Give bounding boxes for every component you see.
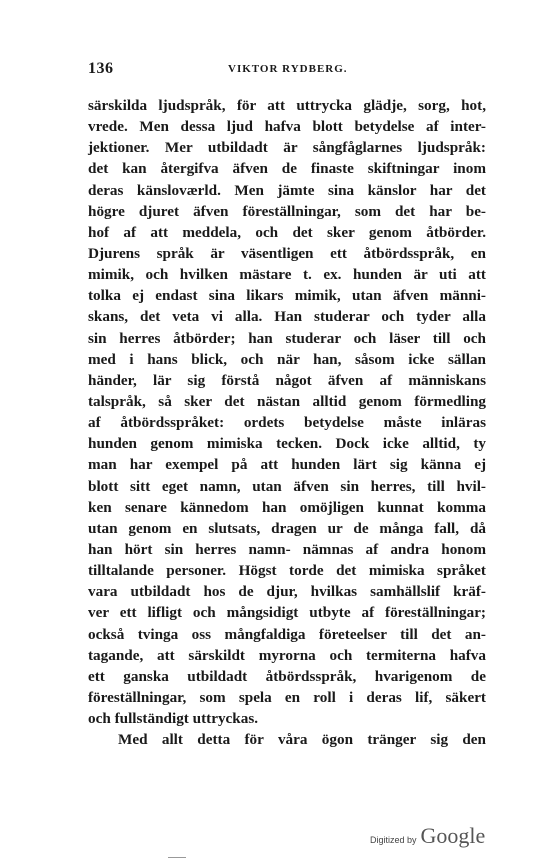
running-head: VIKTOR RYDBERG. xyxy=(228,63,348,75)
text-line: högre djuret äfven föreställningar, som det har be- xyxy=(88,202,486,220)
text-line: utan genom en slutsats, dragen ur de många fall, då xyxy=(88,519,486,537)
text-line: tolka ej endast sina likars mimik, utan äfven männi- xyxy=(88,287,486,305)
text-line: skans, det veta vi alla. Han studerar och tyder alla xyxy=(88,308,486,326)
text-line: vara utbildadt hos de djur, hvilkas samhällslif kräf- xyxy=(88,583,486,601)
text-line: särskilda ljudspråk, för att uttrycka glädje, sorg, hot, xyxy=(88,97,486,114)
text-line: Djurens språk är väsentligen ett åtbördsspråk, en xyxy=(88,244,486,262)
text-line: händer, lär sig förstå något äfven af människans xyxy=(88,371,486,389)
body-text xyxy=(88,95,486,750)
google-logo: Google xyxy=(420,823,486,848)
text-line: också tvinga oss mångfaldiga företeelser till det an- xyxy=(88,625,486,643)
text-line: talspråk, så sker det nästan alltid genom förmedling xyxy=(88,392,486,410)
text-line: af åtbördsspråket: ordets betydelse måste inläras xyxy=(88,414,486,432)
text-line: tilltalande personer. Högst torde det mimiska språket xyxy=(88,562,486,580)
text-line: tagande, att särskildt myrorna och termiterna hafva xyxy=(88,646,486,664)
text-line: han hört sin herres namn- nämnas af andra honom xyxy=(88,540,486,558)
scan-artifact xyxy=(168,857,186,858)
page-header xyxy=(88,60,486,82)
digitized-watermark xyxy=(370,823,485,849)
text-line: vrede. Men dessa ljud hafva blott betydelse af inter- xyxy=(88,118,486,136)
text-line: ken senare kännedom han omöjligen kunnat komma xyxy=(88,498,486,516)
paragraph-start-line: Med allt detta för våra ögon tränger sig den xyxy=(118,731,486,749)
digitized-by-label: Digitized by xyxy=(370,835,417,845)
text-line: mimik, och hvilken mästare t. ex. hunden är uti att xyxy=(88,266,486,284)
text-line: med i hans blick, och när han, såsom icke sällan xyxy=(88,350,486,368)
text-line: det kan återgifva äfven de finaste skiftningar inom xyxy=(88,160,486,178)
text-line: ver ett lifligt och mångsidigt utbyte af föreställningar; xyxy=(88,604,486,622)
text-line: föreställningar, som spela en roll i deras lif, säkert xyxy=(88,688,486,706)
text-line: hof af att meddela, och det sker genom åtbörder. xyxy=(88,223,486,241)
text-line: sin herres åtbörder; han studerar och läser till och xyxy=(88,329,486,347)
text-line: deras känsloværld. Men jämte sina känslor har det xyxy=(88,181,486,199)
text-line: hunden genom mimiska tecken. Dock icke alltid, ty xyxy=(88,435,486,453)
text-line: blott sitt eget namn, utan äfven sin herres, till hvil- xyxy=(88,477,486,495)
text-line: man har exempel på att hunden lärt sig känna ej xyxy=(88,456,486,474)
paragraph-end-line: och fullständigt uttryckas. xyxy=(88,710,259,728)
page-number: 136 xyxy=(88,60,114,77)
text-line: ett ganska utbildadt åtbördsspråk, hvarigenom de xyxy=(88,667,486,685)
text-line: jektioner. Mer utbildadt är sångfåglarnes ljudspråk: xyxy=(88,139,486,157)
